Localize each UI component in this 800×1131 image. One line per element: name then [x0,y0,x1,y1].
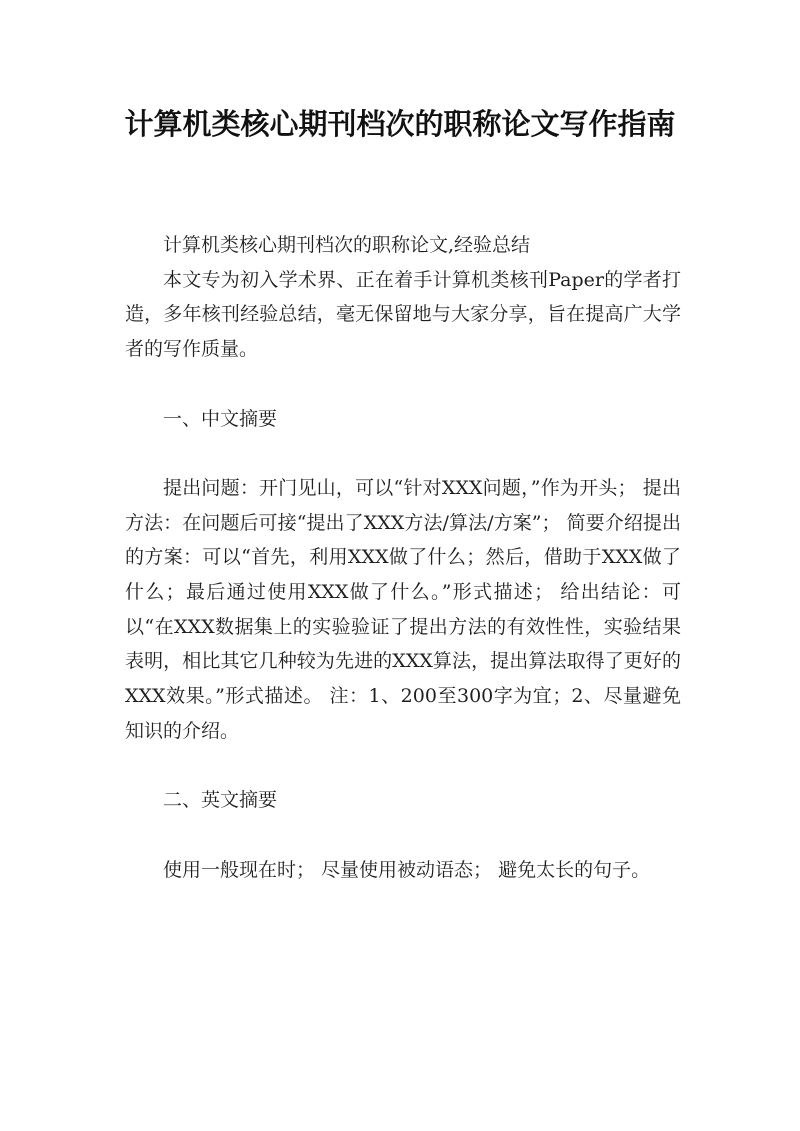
document-body [125,228,681,887]
document-title: 计算机类核心期刊档次的职称论文写作指南 [124,107,676,141]
section-paragraph-chinese-abstract: 提出问题：开门见山，可以“针对XXX问题，”作为开头； 提出方法：在问题后可接“提出了XXX方法/算法/方案”； 简要介绍提出的方案：可以“首先，利用XXX做了什么；然后，借助于XXX做了什么；最后通过使用XXX做了什么。”形式描述； 给出结论：可以“在XXX数据集上的实验验证了提出方法的有效性性，实验结果表明，相比其它几种较为先进的XXX算法，提出算法取得了更好的XXX效果。”形式描述。 注：1、200至300字为宜；2、尽量避免知识的介绍。 [125,476,681,742]
section-heading-english-abstract: 二、英文摘要 [163,789,278,812]
document-subtitle: 计算机类核心期刊档次的职称论文,经验总结 [163,234,531,256]
intro-paragraph: 本文专为初入学术界、正在着手计算机类核刊Paper的学者打造，多年核刊经验总结，毫无保留地与大家分享，旨在提高广大学者的写作质量。 [125,268,681,361]
section-heading-chinese-abstract: 一、中文摘要 [163,407,278,430]
section-paragraph-english-abstract: 使用一般现在时； 尽量使用被动语态； 避免太长的句子。 [163,858,651,881]
